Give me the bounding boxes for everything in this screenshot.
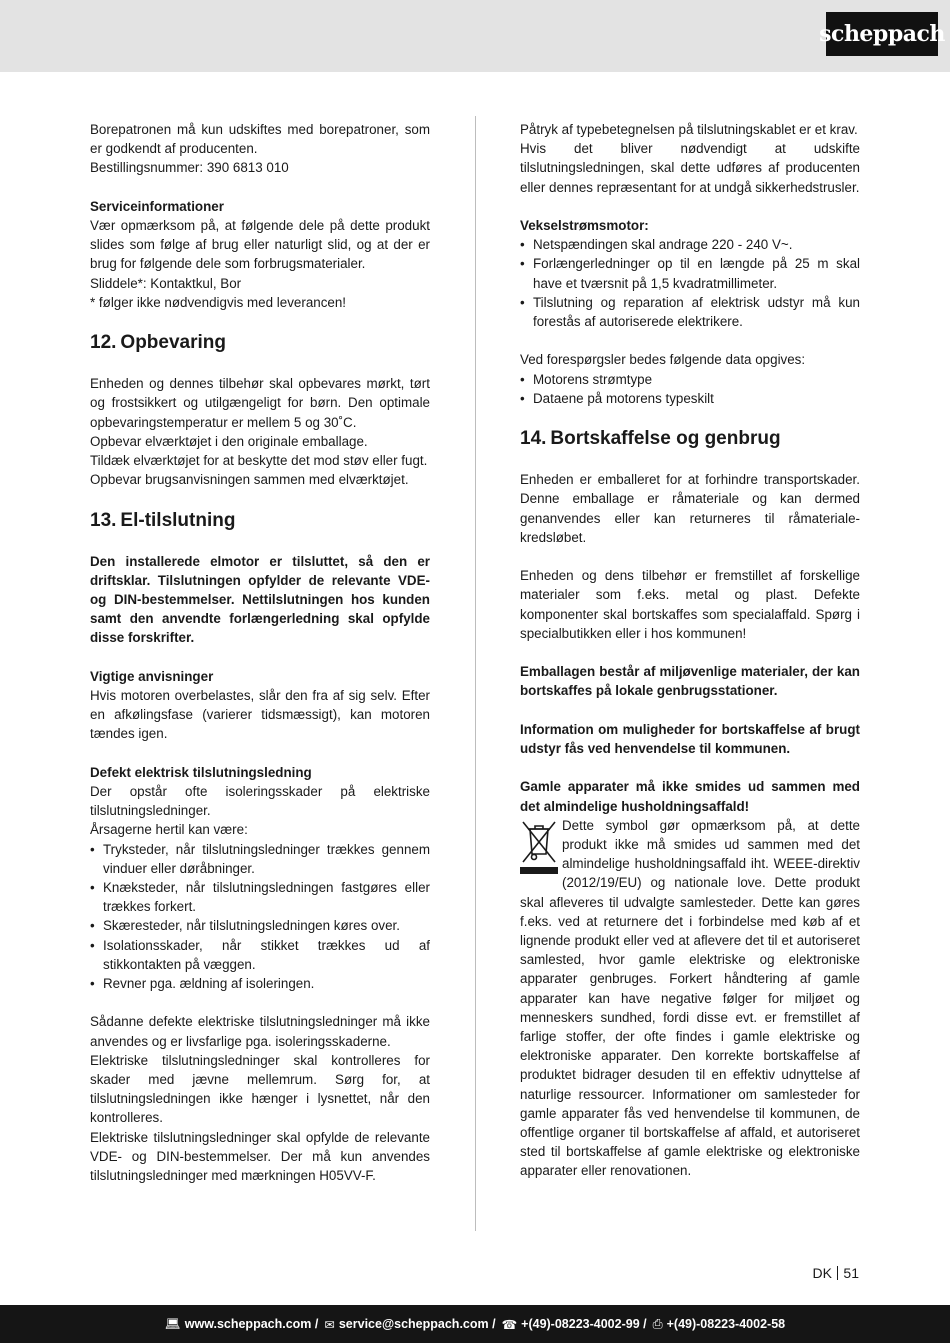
- storage-text-1: Enheden og dennes tilbehør skal opbevares mørkt, tørt og frostsikkert og utilgængeligt for børn. Den optimale opbevaringstemperatur er mellem 5 og 30˚C.: [90, 376, 430, 430]
- important-text: Hvis motoren overbelastes, slår den fra af sig selv. Efter en afkølingsfase (varierer tidsmæssigt), kan motoren tændes igen.: [90, 688, 430, 742]
- list-item: • Isolationsskader, når stikket trækkes ud af stikkontakten på væggen.: [90, 936, 430, 974]
- disposal-text-1: Enheden er emballeret for at forhindre transportskader. Denne emballage er råmateriale og kan dermed genanvendes eller kan returneres til råmateriale-kredsløbet.: [520, 472, 860, 545]
- phone-number: +(49)-08223-4002-99 /: [521, 1317, 647, 1331]
- defect-causes-intro: Årsagerne hertil kan være:: [90, 822, 248, 838]
- service-text: Vær opmærksom på, at følgende dele på dette produkt slides som følge af brug eller naturligt slid, og at der er brug for følgende dele som forbrugsmaterialer.: [90, 218, 430, 272]
- defect-text: Der opstår ofte isoleringsskader på elektriske tilslutningsledninger.: [90, 784, 430, 819]
- service-heading: Serviceinformationer: [90, 198, 224, 214]
- website-link[interactable]: www.scheppach.com /: [184, 1317, 319, 1331]
- crossed-out-wheelie-bin-icon: [520, 818, 558, 876]
- defect-text-3: Elektriske tilslutningsledninger skal kontrolleres for skader med jævne mellemrum. Sørg for, at tilslutningsledningen ikke hænger i lysnettet, når den kontrolleres.: [90, 1052, 430, 1126]
- defect-heading: Defekt elektrisk tilslutningsledning: [90, 764, 312, 780]
- service-parts: Sliddele*: Kontaktkul, Bor: [90, 275, 242, 291]
- list-item: • Forlængerledninger op til en længde på 25 m skal have et tværsnit på 1,5 kvadratmillimeter.: [520, 254, 860, 292]
- list-item: • Tryksteder, når tilslutningsledninger trækkes gennem vinduer eller døråbninger.: [90, 840, 430, 878]
- computer-icon: 💻︎: [164, 1316, 181, 1331]
- list-item: • Skæresteder, når tilslutningsledningen køres over.: [90, 916, 430, 935]
- disposal-bold-3: Gamle apparater må ikke smides ud sammen med det almindelige husholdningsaffald!: [520, 779, 860, 814]
- defect-text-2: Sådanne defekte elektriske tilslutningsledninger må ikke anvendes og er livsfarlige pga. isoleringsskaderne.: [90, 1014, 430, 1049]
- weee-block: [520, 816, 860, 1181]
- ac-motor-heading: Vekselstrømsmotor:: [520, 218, 649, 233]
- storage-text-4: Opbevar brugsanvisningen sammen med elværktøjet.: [90, 472, 409, 488]
- order-number: Bestillingsnummer: 390 6813 010: [90, 160, 289, 176]
- ac-motor-list: [520, 235, 860, 331]
- column-divider: [475, 116, 476, 1231]
- storage-text-3: Tildæk elværktøjet for at beskytte det mod støv eller fugt.: [90, 453, 428, 469]
- list-item: • Motorens strømtype: [520, 370, 860, 389]
- cable-replacement-text: Hvis det bliver nødvendigt at udskifte tilslutningsledningen, skal dette udføres af producenten eller dennes repræsentant for at undgå sikkerhedstrusler.: [520, 141, 860, 195]
- list-item: • Knæksteder, når tilslutningsledningen fastgøres eller trækkes forkert.: [90, 878, 430, 916]
- disposal-text-2: Enheden og dens tilbehør er fremstillet af forskellige materialer som f.eks. metal og plast. Defekte komponenter skal bortskaffes som specialaffald. Spørg i specialbutikken eller i hos kommunen!: [520, 568, 860, 641]
- header-bar: [0, 0, 950, 72]
- important-heading: Vigtige anvisninger: [90, 668, 214, 684]
- email-link[interactable]: service@scheppach.com /: [338, 1317, 496, 1331]
- defect-causes-list: [90, 840, 430, 994]
- inquiry-list: [520, 370, 860, 408]
- fax-icon: ⎙: [652, 1316, 663, 1331]
- list-item: • Dataene på motorens typeskilt: [520, 389, 860, 408]
- list-item: • Tilslutning og reparation af elektrisk udstyr må kun forestås af autoriserede elektrikere.: [520, 293, 860, 331]
- disposal-bold-1: Emballagen består af miljøvenlige materialer, der kan bortskaffes på lokale genbrugsstationer.: [520, 664, 860, 699]
- phone-icon: ☎: [501, 1317, 518, 1332]
- section-13-heading: 13. El-tilslutning: [90, 509, 236, 531]
- mail-icon: ✉: [324, 1317, 335, 1332]
- page-number: DK 51: [812, 1265, 859, 1281]
- type-marking-text: Påtryk af typebetegnelsen på tilslutningskablet er et krav.: [520, 122, 858, 137]
- footer-bar: [0, 1305, 950, 1343]
- disposal-bold-2: Information om muligheder for bortskaffelse af brugt udstyr fås ved henvendelse til kommunen.: [520, 721, 860, 756]
- brand-logo: scheppach: [826, 12, 938, 56]
- connection-notice: Den installerede elmotor er tilsluttet, så den er driftsklar. Tilslutningen opfylder de relevante VDE- og DIN-bestemmelser. Nettilslutningen hos kunden samt den anvendte forlængerledning skal opfylde disse forskrifter.: [90, 553, 430, 646]
- intro-text: Borepatronen må kun udskiftes med borepatroner, som er godkendt af producenten.: [90, 122, 430, 157]
- left-column: [90, 120, 430, 1185]
- section-12-heading: 12. Opbevaring: [90, 332, 226, 354]
- service-note: * følger ikke nødvendigvis med leverancen!: [90, 294, 347, 310]
- inquiry-intro: Ved forespørgsler bedes følgende data opgives:: [520, 352, 806, 368]
- right-column: [520, 120, 860, 1181]
- defect-text-4: Elektriske tilslutningsledninger skal opfylde de relevante VDE- og DIN-bestemmelser. Der må kun anvendes tilslutningsledninger med mærkningen H05VV-F.: [90, 1129, 430, 1184]
- section-14-heading: 14. Bortskaffelse og genbrug: [520, 428, 781, 450]
- weee-text: Dette symbol gør opmærksom på, at dette produkt ikke må smides ud sammen med det almindelige husholdningsaffald iht. WEEE-direktiv (2012/19/EU) og nationale love. Dette produkt skal afleveres til udvalgte samlesteder. Dette kan gøres f.eks. ved at returnere det i forbindelse med køb af et lignende produkt eller ved at aflevere det til et autoriseret samlested, hvor gamle elektriske og elektroniske apparater genbruges. Forkert håndtering af gamle apparater kan have negative følger for miljøet og menneskers sundhed, fordi disse evt. er fremstillet af farlige stoffer, der ofte findes i gamle elektriske og elektroniske apparater. Den korrekte bortskaffelse af produktet bidrager desuden til en effektiv udnyttelse af naturlige ressourcer. Informationer om samlesteder for gamle apparater fås ved henvendelse til kommunen, de offentlige organer til bortskaffelse af affald, et autoriseret sted til bortskaffelse af gamle elektriske og elektroniske apparater eller renovationen.: [520, 817, 860, 1179]
- list-item: • Netspændingen skal andrage 220 - 240 V~.: [520, 235, 860, 254]
- fax-number: +(49)-08223-4002-58: [666, 1317, 786, 1331]
- storage-text-2: Opbevar elværktøjet i den originale emballage.: [90, 433, 368, 449]
- list-item: • Revner pga. ældning af isoleringen.: [90, 974, 430, 993]
